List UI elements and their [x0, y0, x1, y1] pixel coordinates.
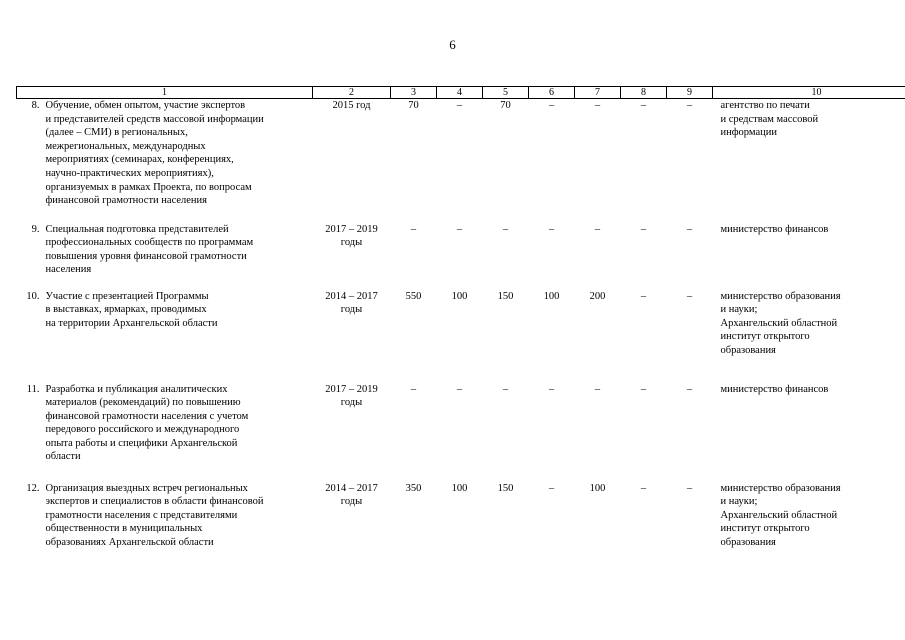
funding-col-4: – [456, 223, 463, 235]
funding-col-3: 350 [405, 482, 422, 494]
funding-col-3: 550 [405, 290, 422, 302]
funding-col-3: – [410, 223, 417, 235]
funding-col-8: – [640, 290, 647, 302]
row-number: 11. [26, 383, 40, 395]
responsible-party: министерство финансов [720, 383, 829, 395]
table-row [17, 383, 905, 482]
funding-col-5: – [502, 383, 509, 395]
funding-col-6: 100 [543, 290, 560, 302]
funding-col-5: 150 [497, 290, 514, 302]
activity-period: 2017 – 2019 годы [325, 223, 378, 249]
activity-name: Организация выездных встреч региональных экспертов и специалистов в области финансовой грамотности населения с представителями общественности в муниципальных образованиях Архангельской области [45, 482, 264, 548]
funding-col-8: – [640, 482, 647, 494]
funding-col-3: 70 [408, 100, 419, 111]
table-row [17, 290, 905, 383]
activity-name: Специальная подготовка представителей профессиональных сообществ по программам повышения уровня финансовой грамотности населения [45, 223, 254, 276]
activity-period: 2017 – 2019 годы [325, 383, 378, 409]
activity-period: 2014 – 2017 годы [325, 482, 378, 508]
page-number: 6 [449, 37, 456, 52]
funding-col-4: 100 [451, 290, 468, 302]
activity-name: Разработка и публикация аналитических материалов (рекомендаций) по повышению финансовой грамотности населения с учетом передового российского и международного опыта работы и специфики Архангельской области [45, 383, 249, 463]
table-row [17, 223, 905, 290]
header-cell-3: 3 [391, 87, 437, 99]
funding-col-9: – [686, 223, 693, 235]
table-row [17, 99, 905, 223]
header-cell-5: 5 [483, 87, 529, 99]
header-cell-8: 8 [621, 87, 667, 99]
funding-col-6: – [548, 383, 555, 395]
header-cell-2: 2 [313, 87, 391, 99]
header-cell-9: 9 [667, 87, 713, 99]
funding-col-9: – [686, 290, 693, 302]
funding-col-9: – [686, 383, 693, 395]
responsible-party: министерство финансов [720, 223, 829, 235]
funding-col-7: 100 [589, 482, 606, 494]
funding-col-5: – [502, 223, 509, 235]
table-row [17, 482, 905, 552]
funding-col-9: – [686, 482, 693, 494]
activity-period: 2014 – 2017 годы [325, 290, 378, 316]
row-number: 10. [26, 290, 40, 302]
funding-col-7: 200 [589, 290, 606, 302]
funding-col-8: – [640, 383, 647, 395]
row-number: 9. [31, 223, 40, 235]
funding-col-4: – [456, 100, 463, 111]
header-cell-4: 4 [437, 87, 483, 99]
funding-col-5: 70 [500, 100, 511, 111]
responsible-party: агентство по печати и средствам массовой информации [720, 100, 819, 139]
funding-col-7: – [594, 383, 601, 395]
program-activities-table [16, 86, 905, 552]
header-cell-1: 1 [17, 87, 313, 99]
header-cell-10: 10 [713, 87, 905, 99]
header-cell-6: 6 [529, 87, 575, 99]
funding-col-3: – [410, 383, 417, 395]
funding-col-7: – [594, 100, 601, 111]
funding-col-9: – [686, 100, 693, 111]
funding-col-4: – [456, 383, 463, 395]
funding-col-6: – [548, 482, 555, 494]
funding-col-4: 100 [451, 482, 468, 494]
row-number: 12. [26, 482, 40, 494]
header-cell-7: 7 [575, 87, 621, 99]
funding-col-7: – [594, 223, 601, 235]
row-number: 8. [31, 100, 40, 111]
funding-col-6: – [548, 100, 555, 111]
funding-col-6: – [548, 223, 555, 235]
activity-name: Участие с презентацией Программы в выставках, ярмарках, проводимых на территории Архангельской области [45, 290, 218, 329]
responsible-party: министерство образования и науки; Архангельский областной институт открытого образования [720, 290, 841, 356]
funding-col-8: – [640, 100, 647, 111]
activity-name: Обучение, обмен опытом, участие экспертов и представителей средств массовой информации (далее – СМИ) в региональных, межрегиональных, международных мероприятиях (семинарах, конференциях, научно-практических мероприятиях), организуемых в рамках Проекта, по вопросам финансовой грамотности населения [45, 100, 264, 207]
header-row [17, 87, 905, 99]
activity-period: 2015 год [332, 100, 371, 111]
funding-col-5: 150 [497, 482, 514, 494]
funding-col-8: – [640, 223, 647, 235]
responsible-party: министерство образования и науки; Архангельский областной институт открытого образования [720, 482, 841, 548]
